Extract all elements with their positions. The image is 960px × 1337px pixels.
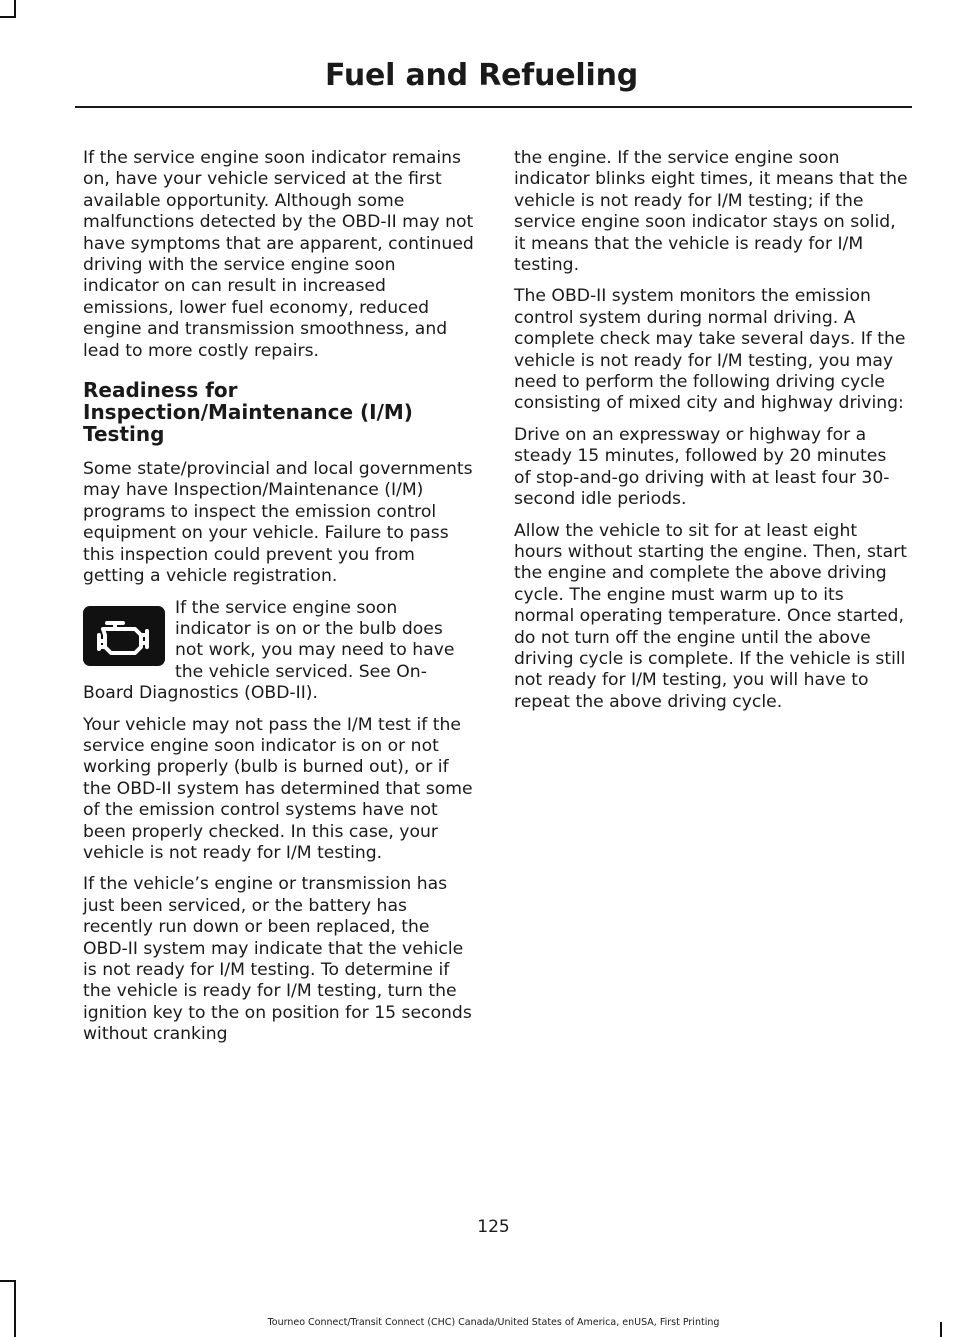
right-column	[514, 148, 908, 723]
paragraph: Drive on an expressway or highway for a steady 15 minutes, followed by 20 minutes of stop-and-go driving with at least four 30-second idle periods.	[514, 424, 890, 510]
section-heading: Readiness for Inspection/Maintenance (I/M) Testing	[83, 378, 413, 447]
paragraph: Some state/provincial and local governments may have Inspection/Maintenance (I/M) programs to inspect the emission control equipment on your vehicle. Failure to pass this inspection could prevent you from getting a vehicle registration.	[83, 459, 473, 587]
crop-mark-bottom-left	[14, 1280, 16, 1337]
left-column	[83, 148, 475, 1056]
page-number: 125	[477, 1217, 510, 1237]
indicator-icon-container	[83, 606, 165, 666]
page-title: Fuel and Refueling	[325, 58, 638, 93]
header-rule	[75, 106, 912, 108]
crop-mark-bottom-left-h	[0, 1280, 16, 1282]
footer-text: Tourneo Connect/Transit Connect (CHC) Canada/United States of America, enUSA, First Printing	[267, 1317, 720, 1328]
paragraph: The OBD-II system monitors the emission control system during normal driving. A complete check may take several days. If the vehicle is not ready for I/M testing, you may need to perform the following driving cycle consisting of mixed city and highway driving:	[514, 286, 906, 414]
paragraph: If the service engine soon indicator is on or the bulb does not work, you may need to have the vehicle serviced. See On-Board Diagnostics (OBD-II).	[83, 597, 455, 704]
check-engine-icon	[83, 606, 165, 666]
crop-mark-top-left-h	[0, 16, 16, 18]
paragraph: If the service engine soon indicator remains on, have your vehicle serviced at the first available opportunity. Although some malfunctions detected by the OBD-II may not have symptoms that are apparent, continued driving with the service engine soon indicator on can result in increased emissions, lower fuel economy, reduced engine and transmission smoothness, and lead to more costly repairs.	[83, 148, 474, 361]
paragraph: Your vehicle may not pass the I/M test if the service engine soon indicator is on or not working properly (bulb is burned out), or if the OBD-II system has determined that some of the emission control systems have not been properly checked. In this case, your vehicle is not ready for I/M testing.	[83, 714, 473, 863]
paragraph: the engine. If the service engine soon indicator blinks eight times, it means that the vehicle is not ready for I/M testing; if the service engine soon indicator stays on solid, it means that the vehicle is ready for I/M testing.	[514, 148, 908, 276]
paragraph: Allow the vehicle to sit for at least eight hours without starting the engine. Then, start the engine and complete the above driving cycle. The engine must warm up to its normal operating temperature. Once started, do not turn off the engine until the above driving cycle is complete. If the vehicle is still not ready for I/M testing, you will have to repeat the above driving cycle.	[514, 520, 907, 712]
paragraph: If the vehicle’s engine or transmission has just been serviced, or the battery has recently run down or been replaced, the OBD-II system may indicate that the vehicle is not ready for I/M testing. To determine if the vehicle is ready for I/M testing, turn the ignition key to the on position for 15 seconds without cranking	[83, 874, 472, 1045]
